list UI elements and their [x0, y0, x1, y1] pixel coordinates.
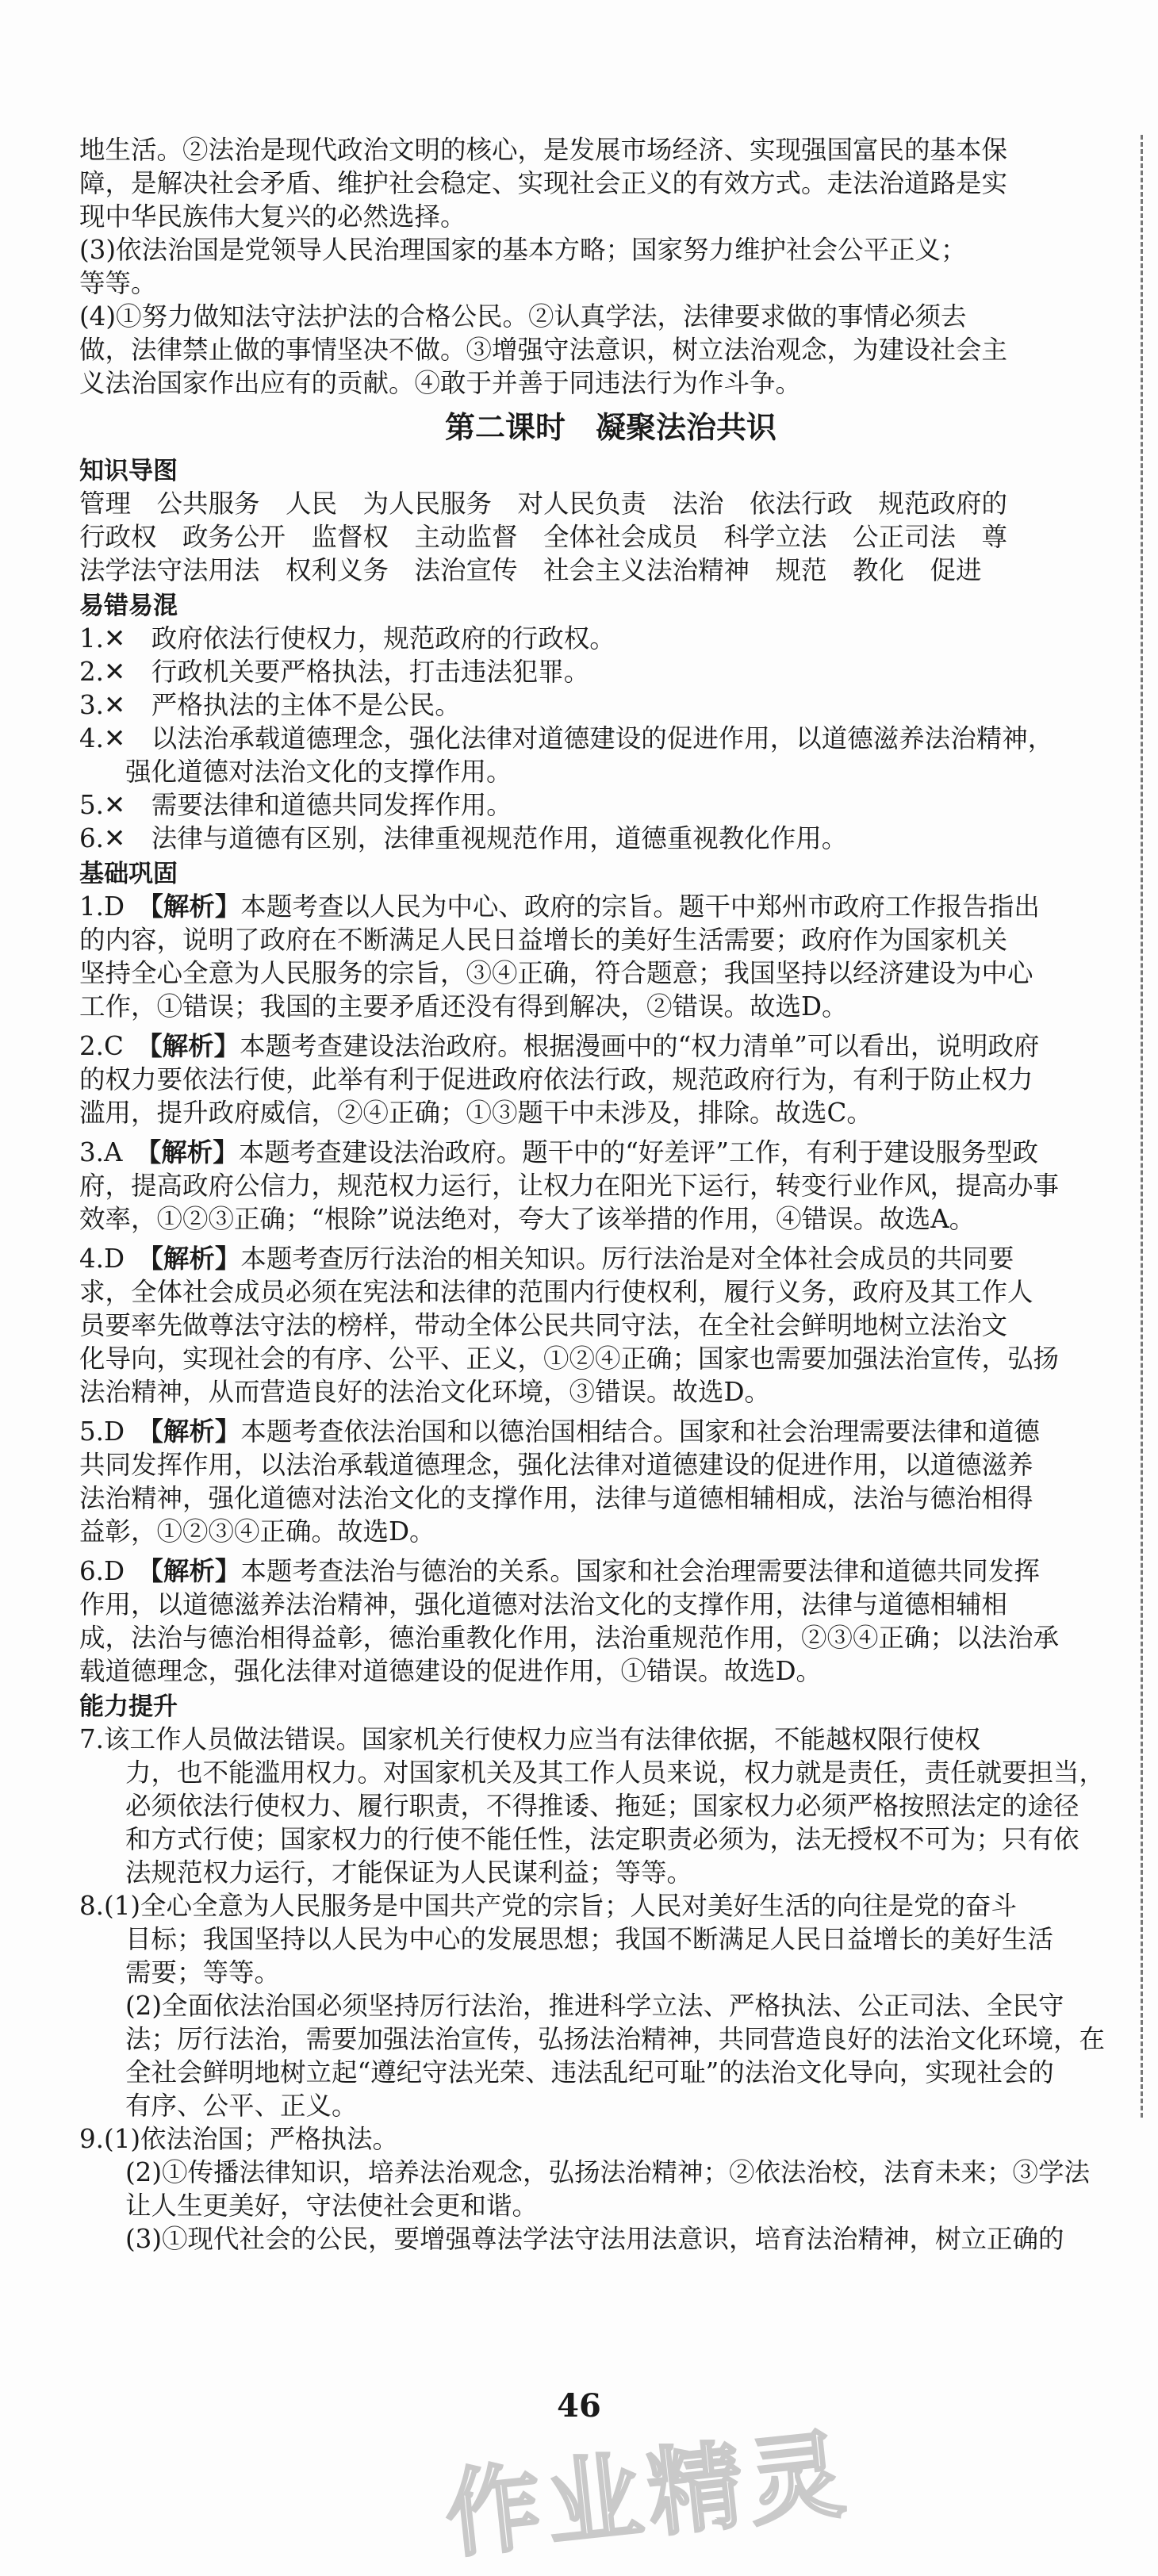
item-text: 本题考查依法治国和以德治国相结合。国家和社会治理需要法律和道德: [240, 1416, 1040, 1447]
text-line: (4)①努力做知法守法护法的合格公民。②认真学法，法律要求做的事情必须去: [79, 301, 967, 332]
item-label: 4.✕: [79, 723, 126, 753]
analysis-tag: 【解析】: [150, 1556, 241, 1586]
item-text: 法律与道德有区别，法律重视规范作用，道德重视教化作用。: [151, 823, 848, 853]
text-line: [79, 1242, 1142, 1275]
text-line: 强化道德对法治文化的支撑作用。: [125, 757, 512, 787]
text-line: 共同发挥作用，以法治承载道德理念，强化法律对道德建设的促进作用，以道德滋养: [79, 1450, 1033, 1480]
text-line: 法学法守法用法 权利义务 法治宣传 社会主义法治精神 规范 教化 促进: [79, 555, 982, 585]
list-item: [79, 788, 1142, 822]
text-line: 益彰，①②③④正确。故选D。: [79, 1516, 435, 1547]
text-line: 效率，①②③正确；“根除”说法绝对，夸大了该举措的作用，④错误。故选A。: [79, 1204, 976, 1234]
text-line: [79, 1723, 1142, 1756]
text-line: 的权力要依法行使，此举有利于促进政府依法行政，规范政府行为，有利于防止权力: [79, 1064, 1033, 1094]
item-text: 行政机关要严格执法，打击违法犯罪。: [151, 657, 590, 687]
answer-item: [79, 1889, 1142, 2122]
text-line: 现中华民族伟大复兴的必然选择。: [79, 201, 466, 232]
answer-item: [79, 1029, 1142, 1129]
list-item: [79, 655, 1142, 688]
text-line: [79, 890, 1142, 923]
item-text: 本题考查厉行法治的相关知识。厉行法治是对全体社会成员的共同要: [240, 1244, 1014, 1274]
section-heading-basics: 基础巩固: [79, 860, 178, 888]
text-line: [79, 622, 1142, 655]
text-line: 滥用，提升政府威信，②④正确；①③题干中未涉及，排除。故选C。: [79, 1098, 872, 1128]
item-label: 5.✕: [79, 790, 126, 820]
item-label: 8.: [79, 1891, 105, 1921]
analysis-tag: 【解析】: [150, 891, 241, 922]
item-label: 3.✕: [79, 690, 126, 720]
text-line: [79, 1554, 1142, 1588]
analysis-tag: 【解析】: [150, 1416, 241, 1447]
text-line: 地生活。②法治是现代政治文明的核心，是发展市场经济、实现强国富民的基本保: [79, 135, 1008, 165]
item-text: (1)依法治国；严格执法。: [104, 2124, 399, 2154]
watermark-logo: 作业精灵: [440, 2419, 856, 2572]
answer-item: [79, 1723, 1142, 1889]
item-label: 9.: [79, 2124, 105, 2154]
text-line: [79, 1029, 1142, 1063]
text-line: [79, 688, 1142, 722]
text-line: 作用，以道德滋养法治精神，强化道德对法治文化的支撑作用，法律与道德相辅相: [79, 1589, 1008, 1620]
analysis-tag: 【解析】: [148, 1137, 239, 1167]
analysis-tag: 【解析】: [149, 1031, 240, 1061]
text-line: 工作，①错误；我国的主要矛盾还没有得到解决，②错误。故选D。: [79, 991, 848, 1022]
text-line: [79, 1889, 1142, 1922]
text-line: 法；厉行法治，需要加强法治宣传，弘扬法治精神，共同营造良好的法治文化环境，在: [125, 2024, 1106, 2054]
item-label: 5.D: [79, 1416, 125, 1447]
text-line: 做，法律禁止做的事情坚决不做。③增强守法意识，树立法治观念，为建设社会主: [79, 335, 1008, 365]
text-line: (2)全面依法治国必须坚持厉行法治，推进科学立法、严格执法、公正司法、全民守: [125, 1991, 1064, 2021]
item-label: 2.✕: [79, 657, 126, 687]
section-heading-common-errors: 易错易混: [79, 592, 178, 620]
text-line: [79, 822, 1142, 855]
item-label: 2.C: [79, 1031, 124, 1061]
text-line: 等等。: [79, 268, 157, 298]
text-line: 有序、公平、正义。: [125, 2091, 358, 2121]
item-label: 4.D: [79, 1244, 125, 1274]
text-line: [79, 2122, 1142, 2156]
text-line: 行政权 政务公开 监督权 主动监督 全体社会成员 科学立法 公正司法 尊: [79, 522, 1008, 552]
item-text: 政府依法行使权力，规范政府的行政权。: [151, 623, 615, 654]
text-line: 需要；等等。: [125, 1957, 281, 1988]
page-number: 46: [557, 2387, 601, 2425]
text-line: 让人生更美好，守法使社会更和谐。: [125, 2191, 539, 2221]
text-line: (3)①现代社会的公民，要增强尊法学法守法用法意识，培育法治精神，树立正确的: [125, 2224, 1064, 2254]
list-item: [79, 622, 1142, 655]
text-line: 员要率先做尊法守法的榜样，带动全体公民共同守法，在全社会鲜明地树立法治文: [79, 1310, 1008, 1340]
item-text: 本题考查建设法治政府。根据漫画中的“权力清单”可以看出，说明政府: [240, 1031, 1040, 1061]
item-text: (1)全心全意为人民服务是中国共产党的宗旨；人民对美好生活的向往是党的奋斗: [104, 1891, 1018, 1921]
item-label: 6.✕: [79, 823, 126, 853]
item-text: 该工作人员做法错误。国家机关行使权力应当有法律依据，不能越权限行使权: [104, 1724, 981, 1754]
text-line: [79, 1136, 1142, 1169]
text-line: [79, 722, 1142, 755]
text-line: (3)依法治国是党领导人民治理国家的基本方略；国家努力维护社会公平正义；: [79, 235, 967, 265]
list-item: [79, 822, 1142, 855]
text-line: 载道德理念，强化法律对道德建设的促进作用，①错误。故选D。: [79, 1656, 822, 1686]
page-content: [79, 133, 1142, 2256]
text-line: 管理 公共服务 人民 为人民服务 对人民负责 法治 依法行政 规范政府的: [79, 489, 1008, 519]
text-line: 目标；我国坚持以人民为中心的发展思想；我国不断满足人民日益增长的美好生活: [125, 1924, 1054, 1954]
item-label: 1.D: [79, 891, 125, 922]
text-line: 必须依法行使权力、履行职责，不得推诿、拖延；国家权力必须严格按照法定的途径: [125, 1791, 1079, 1821]
item-text: 本题考查以人民为中心、政府的宗旨。题干中郑州市政府工作报告指出: [240, 891, 1040, 922]
text-line: 的内容，说明了政府在不断满足人民日益增长的美好生活需要；政府作为国家机关: [79, 925, 1008, 955]
text-line: 全社会鲜明地树立起“遵纪守法光荣、违法乱纪可耻”的法治文化导向，实现社会的: [125, 2057, 1054, 2087]
answer-item: [79, 2122, 1142, 2256]
item-text: 以法治承载道德理念，强化法律对道德建设的促进作用，以道德滋养法治精神，: [151, 723, 1054, 753]
text-line: 障，是解决社会矛盾、维护社会稳定、实现社会正义的有效方式。走法治道路是实: [79, 168, 1008, 198]
text-line: (2)①传播法律知识，培养法治观念，弘扬法治精神；②依法治校，法育未来；③学法: [125, 2157, 1091, 2187]
text-line: 和方式行使；国家权力的行使不能任性，法定职责必须为，法无授权不可为；只有依: [125, 1824, 1079, 1854]
continued-answer: [79, 133, 1142, 400]
answer-item: [79, 1415, 1142, 1548]
item-text: 严格执法的主体不是公民。: [151, 690, 461, 720]
item-label: 7.: [79, 1724, 105, 1754]
item-label: 6.D: [79, 1556, 125, 1586]
item-text: 需要法律和道德共同发挥作用。: [151, 790, 512, 820]
text-line: 成，法治与德治相得益彰，德治重教化作用，法治重规范作用，②③④正确；以法治承: [79, 1623, 1060, 1653]
answer-item: [79, 1554, 1142, 1688]
text-line: [79, 655, 1142, 688]
text-line: 法治精神，强化道德对法治文化的支撑作用，法律与道德相辅相成，法治与德治相得: [79, 1483, 1033, 1513]
item-text: 本题考查法治与德治的关系。国家和社会治理需要法律和道德共同发挥: [240, 1556, 1040, 1586]
text-line: 义法治国家作出应有的贡献。④敢于并善于同违法行为作斗争。: [79, 368, 802, 398]
answer-item: [79, 890, 1142, 1023]
text-line: 法治精神，从而营造良好的法治文化环境，③错误。故选D。: [79, 1377, 771, 1407]
text-line: 坚持全心全意为人民服务的宗旨，③④正确，符合题意；我国坚持以经济建设为中心: [79, 958, 1033, 988]
text-line: 化导向，实现社会的有序、公平、正义，①②④正确；国家也需要加强法治宣传，弘扬: [79, 1344, 1060, 1374]
text-line: 法规范权力运行，才能保证为人民谋利益；等等。: [125, 1857, 693, 1888]
text-line: 求，全体社会成员必须在宪法和法律的范围内行使权利，履行义务，政府及其工作人: [79, 1277, 1033, 1307]
section-heading-knowledge-map: 知识导图: [79, 457, 178, 485]
text-line: 力，也不能滥用权力。对国家机关及其工作人员来说，权力就是责任，责任就要担当，: [125, 1758, 1106, 1788]
answer-item: [79, 1242, 1142, 1409]
item-label: 1.✕: [79, 623, 126, 654]
item-text: 本题考查建设法治政府。题干中的“好差评”工作，有利于建设服务型政: [238, 1137, 1038, 1167]
text-line: [79, 1415, 1142, 1448]
analysis-tag: 【解析】: [150, 1244, 241, 1274]
answer-item: [79, 1136, 1142, 1236]
list-item: [79, 722, 1142, 788]
section-heading-improve: 能力提升: [79, 1692, 178, 1721]
list-item: [79, 688, 1142, 722]
text-line: 府，提高政府公信力，规范权力运行，让权力在阳光下运行，转变行业作风，提高办事: [79, 1171, 1060, 1201]
text-line: [79, 788, 1142, 822]
lesson-title: 第二课时 凝聚法治共识: [444, 410, 776, 445]
item-label: 3.A: [79, 1137, 123, 1167]
